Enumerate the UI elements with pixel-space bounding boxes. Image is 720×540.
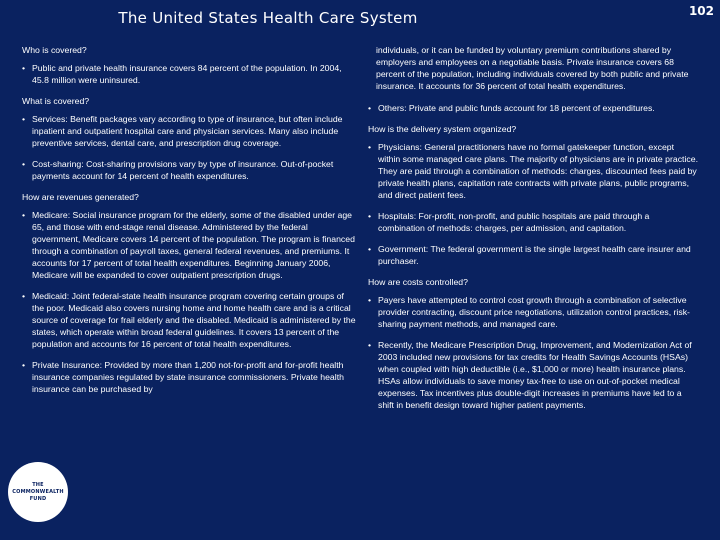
bullet-medicare: • Medicare: Social insurance program for the elderly, some of the disabled under age 65, and those with end-stage renal disease. Administered by the federal government, Medicare covers 14 percent of the population. The program is financed through a combination of payroll taxes, general federal revenues, and premiums. It accounts for 17 percent of total health expenditures. Beginning January 2006, Medicare will be expanded to cover outpatient prescription drugs. <box>22 209 356 281</box>
left-column <box>22 44 356 404</box>
logo-line-1: THE <box>32 481 44 488</box>
revenues-list <box>22 209 356 395</box>
heading-revenues: How are revenues generated? <box>22 192 139 202</box>
bullet-services: • Services: Benefit packages vary according to type of insurance, but often include inpatient and outpatient hospital care and physician services. Many also include preventive services, dental care, and prescription drug coverage. <box>22 113 356 149</box>
bullet-cost-sharing: • Cost-sharing: Cost-sharing provisions vary by type of insurance. Out-of-pocket payments account for 14 percent of health expenditures. <box>22 158 356 182</box>
commonwealth-fund-logo <box>8 462 68 522</box>
heading-delivery-system: How is the delivery system organized? <box>368 124 517 134</box>
bullet-payers: • Payers have attempted to control cost growth through a combination of selective provider contracting, discount price negotiations, utilization control practices, risk-sharing payment methods, and managed care. <box>368 294 698 330</box>
bullet-hospitals: • Hospitals: For-profit, non-profit, and public hospitals are paid through a combination of methods: charges, per admission, and capitation. <box>368 210 698 234</box>
bullet-medicaid: • Medicaid: Joint federal-state health insurance program covering certain groups of the poor. Medicaid also covers nursing home and home health care and is a critical source of coverage for frail elderly and the disabled. Medicaid is administered by the states, which operate within broad federal guidelines. It covers 13 percent of the population and accounts for 16 percent of total health expenditures. <box>22 290 356 350</box>
heading-who-covered: Who is covered? <box>22 45 87 55</box>
others-list <box>368 102 698 114</box>
right-column <box>368 44 698 420</box>
page-number: 102 <box>688 4 714 18</box>
bullet-private-insurance: • Private Insurance: Provided by more than 1,200 not-for-profit and for-profit health insurance companies regulated by state insurance commissioners. Private health insurance can be purchased by <box>22 359 356 395</box>
heading-what-covered: What is covered? <box>22 96 90 106</box>
logo-line-2: COMMONWEALTH <box>12 488 64 495</box>
heading-costs-controlled: How are costs controlled? <box>368 277 468 287</box>
bullet-recent-act: • Recently, the Medicare Prescription Drug, Improvement, and Modernization Act of 2003 included new provisions for tax credits for Health Savings Accounts (HSAs) when coupled with high deductible (i.e., $1,000 or more) health insurance plans. HSAs allow individuals to save money tax-free to use on out-of-pocket medical expenses. Tax incentives plus double-digit increases in premiums have led to a shift in benefit design toward higher patient payments. <box>368 339 698 411</box>
logo-line-3: FUND <box>29 495 47 502</box>
costs-list <box>368 294 698 411</box>
bullet-others: • Others: Private and public funds account for 18 percent of expenditures. <box>368 102 698 114</box>
what-covered-list <box>22 113 356 182</box>
page-title: The United States Health Care System <box>118 9 418 27</box>
bullet-government: • Government: The federal government is the single largest health care insurer and purchaser. <box>368 243 698 267</box>
bullet-coverage: • Public and private health insurance covers 84 percent of the population. In 2004, 45.8 million were uninsured. <box>22 62 356 86</box>
bullet-physicians: • Physicians: General practitioners have no formal gatekeeper function, except within some managed care plans. The majority of physicians are in private practice. They are paid through a combination of methods: charges, discounted fees paid by private health plans, capitation rate contracts with private plans, public programs, and direct patient fees. <box>368 141 698 201</box>
who-covered-list <box>22 62 356 86</box>
delivery-list <box>368 141 698 267</box>
private-insurance-continuation: individuals, or it can be funded by voluntary premium contributions shared by employers and employees on a negotiable basis. Private insurance covers 68 percent of the population, including individuals covered by both public and private insurance. It accounts for 36 percent of total health expenditures. <box>376 45 689 91</box>
